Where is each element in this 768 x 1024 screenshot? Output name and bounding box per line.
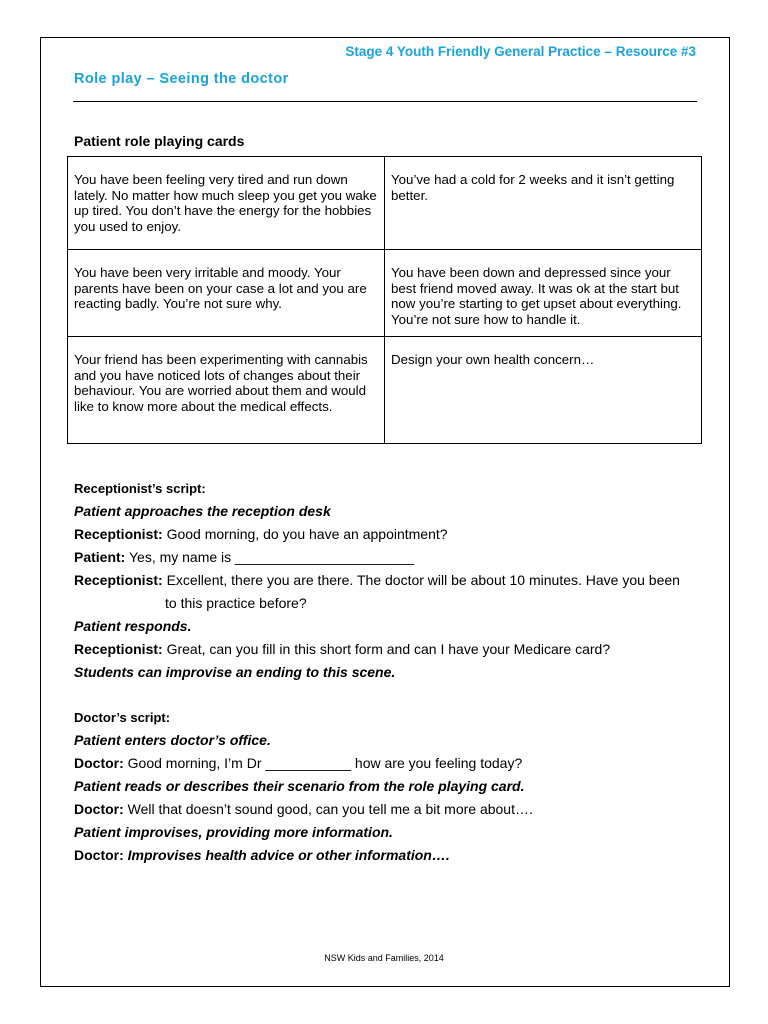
- doctor-script-heading: Doctor’s script:: [74, 710, 171, 725]
- title-divider: [73, 101, 697, 102]
- script-line: [74, 638, 704, 661]
- dialogue-continuation: to this practice before?: [165, 595, 307, 611]
- stage-direction: Students can improvise an ending to this scene.: [74, 664, 396, 680]
- speaker-label: Doctor:: [74, 801, 124, 817]
- dialogue-text: Great, can you fill in this short form and can I have your Medicare card?: [162, 641, 611, 657]
- script-line: [74, 569, 704, 592]
- script-line: [74, 798, 704, 821]
- role-cards-table: [67, 156, 702, 444]
- cards-heading: Patient role playing cards: [74, 133, 245, 149]
- stage-direction: Patient enters doctor’s office.: [74, 732, 271, 748]
- table-row: [68, 157, 702, 250]
- role-card: Your friend has been experimenting with cannabis and you have noticed lots of changes about their behaviour. You are worried about them and would like to know more about the medical effects.: [68, 337, 385, 444]
- speaker-label: Doctor:: [74, 755, 124, 771]
- role-card: You have been very irritable and moody. Your parents have been on your case a lot and you are reacting badly. You’re not sure why.: [68, 250, 385, 337]
- speaker-label: Receptionist:: [74, 526, 163, 542]
- speaker-label: Patient:: [74, 549, 126, 565]
- script-line: [74, 546, 704, 569]
- dialogue-text: Excellent, there you are there. The doctor will be about 10 minutes. Have you been: [162, 572, 680, 588]
- doctor-script: [74, 706, 704, 867]
- role-card: You have been feeling very tired and run down lately. No matter how much sleep you get you wake up tired. You don’t have the energy for the hobbies you used to enjoy.: [68, 157, 385, 250]
- script-line: [74, 752, 704, 775]
- script-line: [74, 844, 704, 867]
- speaker-label: Doctor:: [74, 847, 124, 863]
- receptionist-script: [74, 477, 704, 684]
- role-card: Design your own health concern…: [385, 337, 702, 444]
- script-line: [74, 523, 704, 546]
- role-card: You have been down and depressed since your best friend moved away. It was ok at the start but now you’re starting to get upset about everything. You’re not sure how to handle it.: [385, 250, 702, 337]
- page-title: Role play – Seeing the doctor: [74, 71, 289, 87]
- speaker-label: Receptionist:: [74, 572, 163, 588]
- role-card: You’ve had a cold for 2 weeks and it isn’t getting better.: [385, 157, 702, 250]
- speaker-label: Receptionist:: [74, 641, 163, 657]
- footer-credit: NSW Kids and Families, 2014: [324, 953, 444, 963]
- dialogue-text: Yes, my name is _______________________: [125, 549, 415, 565]
- dialogue-text: Good morning, do you have an appointment?: [162, 526, 448, 542]
- resource-header: Stage 4 Youth Friendly General Practice – Resource #3: [345, 44, 696, 59]
- dialogue-text: Well that doesn’t sound good, can you tell me a bit more about….: [123, 801, 533, 817]
- stage-direction: Patient responds.: [74, 618, 192, 634]
- dialogue-text: Improvises health advice or other information….: [123, 847, 450, 863]
- stage-direction: Patient reads or describes their scenario from the role playing card.: [74, 778, 525, 794]
- receptionist-script-heading: Receptionist’s script:: [74, 481, 206, 496]
- table-row: [68, 250, 702, 337]
- dialogue-text: Good morning, I’m Dr ___________ how are you feeling today?: [123, 755, 523, 771]
- table-row: [68, 337, 702, 444]
- stage-direction: Patient approaches the reception desk: [74, 503, 331, 519]
- stage-direction: Patient improvises, providing more information.: [74, 824, 393, 840]
